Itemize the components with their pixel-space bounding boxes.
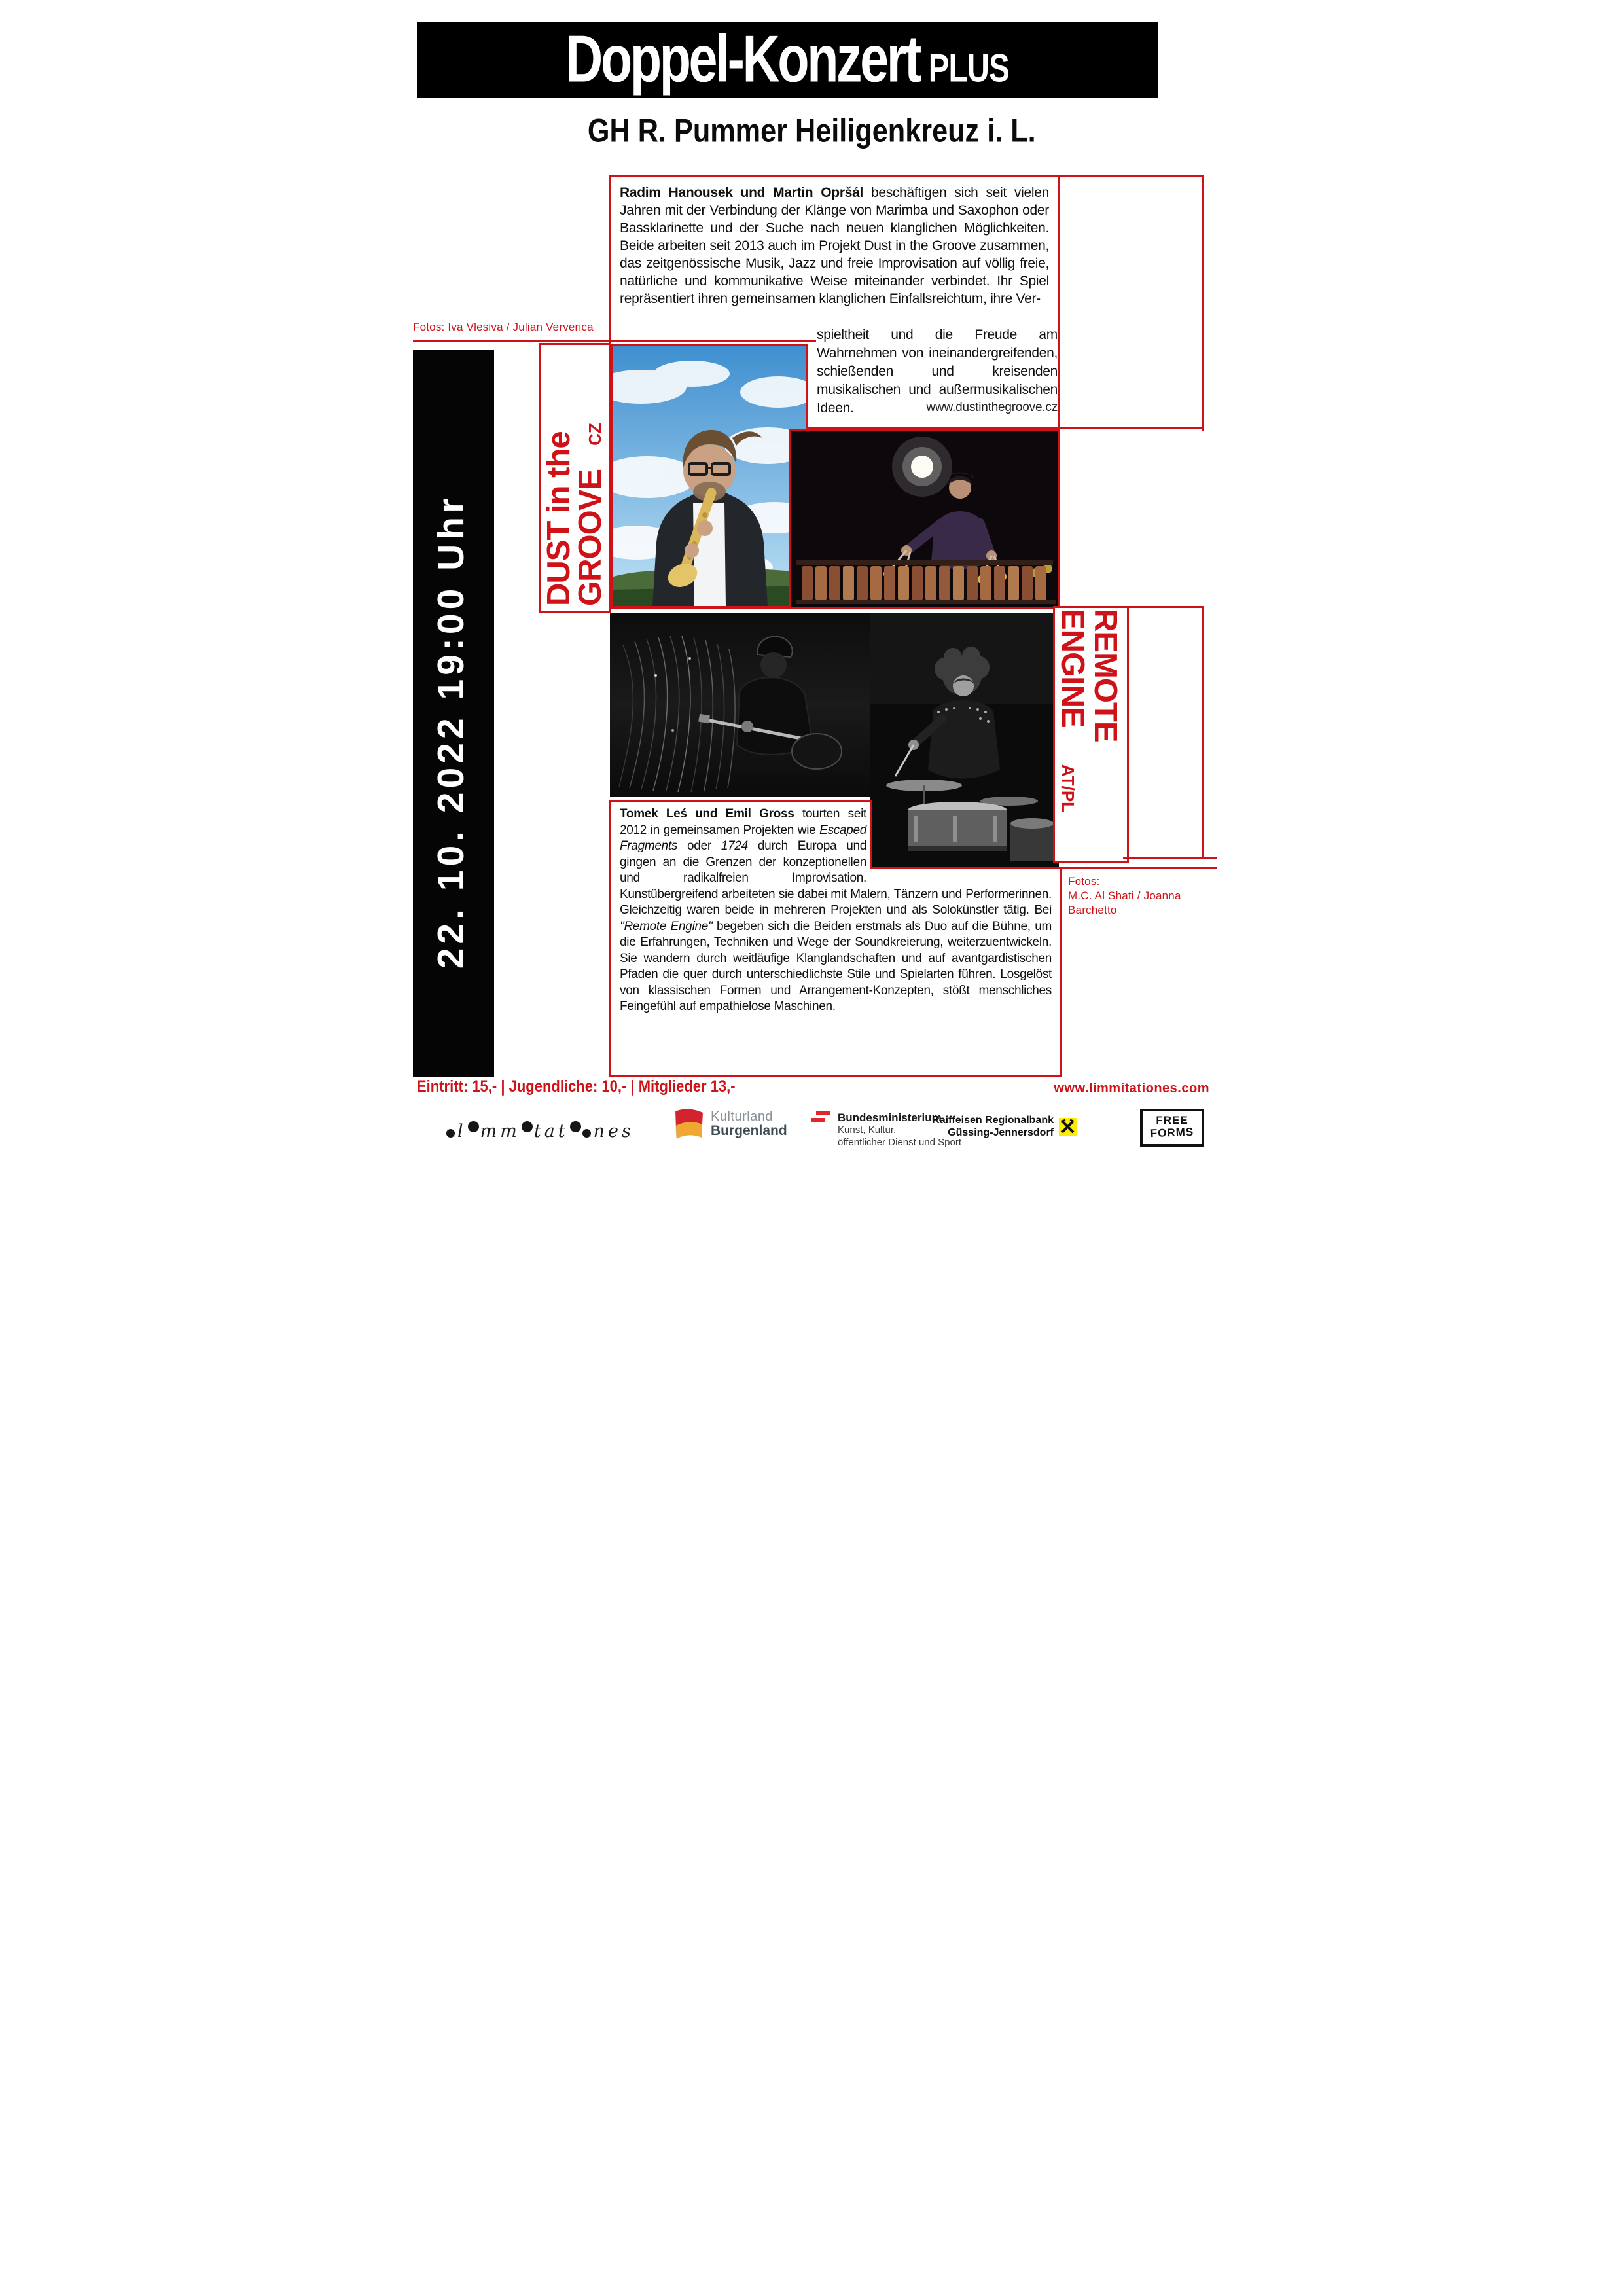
venue-title: GH R. Pummer Heiligenkreuz i. L. (587, 111, 1036, 149)
logo-dot (582, 1129, 591, 1138)
logo-dot (570, 1121, 581, 1132)
footer-website: www.limmitationes.com (1054, 1081, 1209, 1096)
red-rule (413, 340, 816, 342)
red-rule (1125, 606, 1204, 608)
venue-line (406, 113, 1217, 148)
dust-paragraph-right: spieltheit und die Freude am Wahrnehmen von ineinandergreifenden, schießenden und kreisenden musikalischen und außermusikalischen Ideen. (817, 327, 1058, 416)
red-rule (789, 427, 1204, 429)
kulturland-label: Kulturland (711, 1109, 774, 1124)
remote-label-line2: ENGINEAT/PL (1055, 609, 1090, 813)
raiffeisen-name: Raiffeisen Regionalbank (932, 1115, 1054, 1126)
remote-paragraph: Tomek Leś und Emil Gross tourten seit 2012 in gemeinsamen Projekten wie Escaped Fragments oder 1724 durch Europa und gingen an die Grenzen der konzeptionellen und radikalfreien Improvisation. Kunstübergreifend arbeiteten sie dabei mit Malern, Tänzern und Performerinnen. Gleichzeitig waren beide in mehreren Projekten und als Solokünstler tätig. Bei "Remote Engine" begeben sich die Beiden erstmals als Duo auf die Bühne, um die Erfahrungen, Techniken und Wege der Soundkreierung, weiterzuentwickeln. Sie wandern durch weitläufige Klanglandschaften und auf avantgardistischen Pfaden die quer durch unterschiedlichste Stile und Spielarten führen. Losgelöst von klassischen Formen und Arrangement-Konzepten, stößt menschliches Feingefühl auf empathielose Maschinen. (620, 807, 1052, 1013)
dust-website: www.dustinthegroove.cz (926, 401, 1058, 414)
red-rule (609, 175, 1204, 177)
austria-flag-icon (812, 1111, 830, 1123)
text-wrap-spacer (866, 806, 1052, 872)
ministry-subtitle: öffentlicher Dienst und Sport (838, 1137, 962, 1148)
admission-line: Eintritt: 15,- | Jugendliche: 10,- | Mitglieder 13,- (417, 1077, 736, 1096)
dust-country-label: CZ (585, 423, 605, 446)
remote-label-line1: REMOTE (1088, 609, 1123, 742)
raiffeisen-gable-cross-icon (1059, 1118, 1077, 1136)
red-rule (1058, 175, 1060, 431)
logo-raiffeisen (910, 1114, 1077, 1139)
logo-dot (446, 1129, 455, 1138)
project-title-italic: "Remote Engine" (620, 919, 713, 933)
date-text: 22. 10. 2022 19:00 Uhr (430, 494, 472, 969)
remote-country-label: AT/PL (1058, 764, 1078, 813)
ministry-subtitle: Kunst, Kultur, (838, 1124, 897, 1136)
burgenland-flag-icon (673, 1106, 704, 1141)
guitarist-illustration (610, 613, 870, 797)
album-title-italic: Escaped Fragments (620, 823, 866, 853)
title-main: Doppel-Konzert (565, 22, 919, 96)
poster-page (406, 0, 1217, 1148)
red-rule (1202, 175, 1204, 431)
saxophonist-illustration (613, 346, 806, 606)
dust-paragraph (620, 184, 1049, 308)
photo-credit-dust: Fotos: Iva Vlesiva / Julian Ververica (413, 321, 594, 333)
dust-body-text: beschäftigen sich seit vielen Jahren mit der Verbindung der Klänge von Marimba und Saxophon oder Bassklarinette und der Suche nach neuen klanglichen Möglichkeiten. Beide arbeiten seit 2013 auch im Projekt Dust in the Groove zusammen, das zeitgenössische Musik, Jazz und freie Improvisation auf völlig freie, natürliche und kommunikative Weise miteinander verbindet. Ihr Spiel repräsentiert ihren gemeinsamen klanglichen Einfallsreichtum, ihre Ver- (620, 185, 1049, 306)
title-bar (417, 22, 1158, 98)
photo-credit-remote-line2: M.C. Al Shati / Joanna Barchetto (1068, 889, 1181, 916)
red-rule (1202, 606, 1204, 859)
title-suffix: PLUS (928, 45, 1009, 90)
dust-label-line2: GROOVECZ (573, 423, 608, 606)
logo-free-forms (1140, 1109, 1204, 1147)
burgenland-label: Burgenland (711, 1123, 787, 1138)
photo-guitarist (610, 613, 870, 797)
freeforms-line2: FORMS (1150, 1125, 1194, 1140)
logo-dot (522, 1121, 533, 1132)
marimba-illustration (791, 431, 1058, 607)
remote-label (1056, 609, 1122, 856)
page-title (565, 18, 1009, 111)
dust-label-line1: DUST in the (541, 431, 577, 606)
raiffeisen-region: Güssing-Jennersdorf (948, 1127, 1054, 1138)
album-title-italic: 1724 (721, 839, 748, 853)
photo-saxophonist (611, 344, 808, 608)
ministry-title: Bundesministerium (838, 1111, 942, 1124)
red-rule (609, 800, 872, 802)
dust-intro-names: Radim Hanousek und Martin Opršál (620, 185, 863, 200)
logo-limmitationes: l mm tat nes (446, 1113, 634, 1141)
photo-credit-remote-line1: Fotos: (1068, 875, 1100, 888)
photo-marimba-player (789, 429, 1060, 609)
photo-credit-remote (1068, 874, 1217, 918)
remote-intro-names: Tomek Leś und Emil Gross (620, 807, 794, 821)
freeforms-line1: FREE (1156, 1114, 1188, 1126)
logo-kulturland-burgenland (673, 1106, 787, 1141)
dust-label (543, 348, 606, 606)
red-rule (609, 800, 611, 1077)
red-rule (1060, 867, 1062, 1077)
logo-dot (468, 1121, 479, 1132)
red-rule (1123, 857, 1217, 859)
